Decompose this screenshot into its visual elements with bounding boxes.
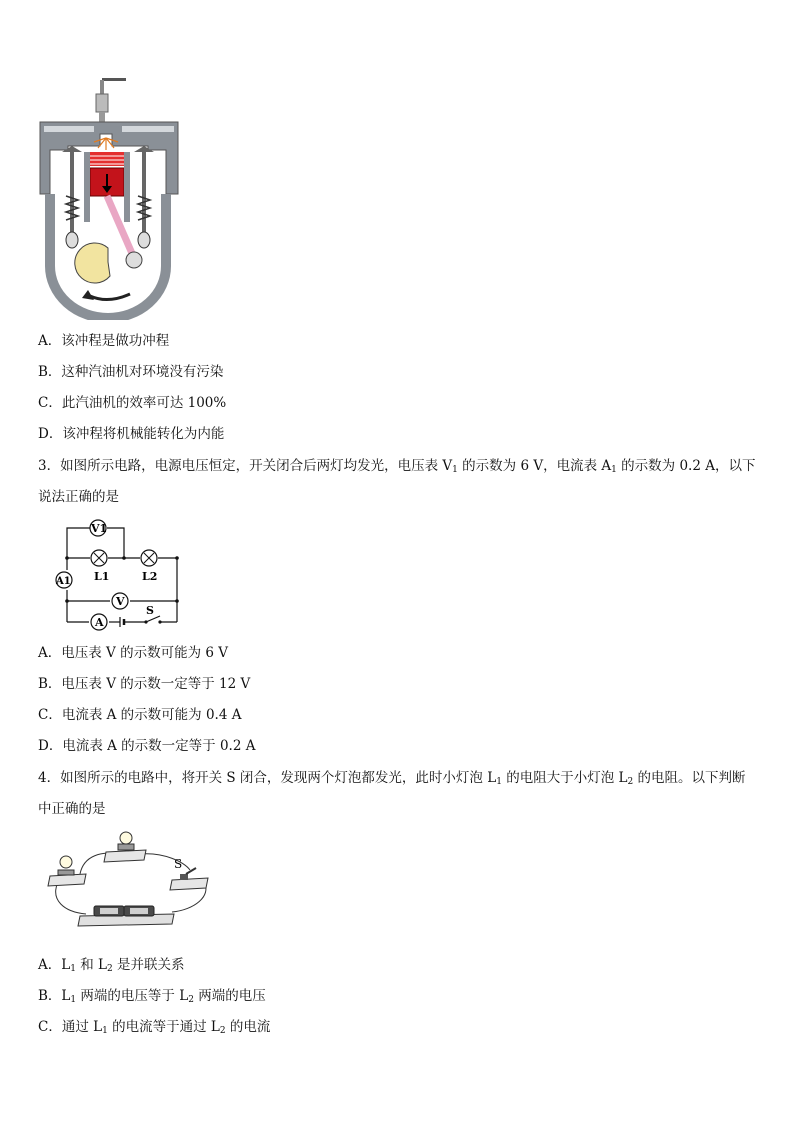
q3-v-label: V [116,595,125,608]
q2-option-b: B．这种汽油机对环境没有污染 [38,364,224,380]
q4-stem-line1: 4．如图所示的电路中，将开关 S 闭合，发现两个灯泡都发光，此时小灯泡 $L_1$ 的电阻大于小灯泡 $L_2$ 的电阻。以下判断 [38,770,746,787]
q3-l1-label: L1 [94,570,110,583]
q4-stem-line2: 中正确的是 [38,801,106,817]
q3-v1-label: V1 [91,522,108,535]
q2-option-a: A．该冲程是做功冲程 [38,333,170,349]
engine-stroke-diagram [38,76,188,320]
q3-option-d: D．电流表 A 的示数一定等于 0.2 A [38,738,256,754]
q3-circuit-diagram [50,518,190,634]
q4-option-c: C．通过 $L_1$ 的电流等于通过 $L_2$ 的电流 [38,1019,271,1036]
q4-option-b: B．$L_1$ 两端的电压等于 $L_2$ 两端的电压 [38,988,266,1005]
q3-s-label: S [146,604,154,617]
q4-circuit-photo-diagram [44,830,220,930]
q4-option-a: A．$L_1$ 和 $L_2$ 是并联关系 [38,957,185,974]
q3-option-c: C．电流表 A 的示数可能为 0.4 A [38,707,242,723]
q3-stem-line2: 说法正确的是 [38,489,119,505]
q3-a1-label: A1 [56,576,71,587]
q3-a-label: A [95,616,104,629]
q3-option-b: B．电压表 V 的示数一定等于 12 V [38,676,251,692]
q2-option-d: D．该冲程将机械能转化为内能 [38,426,225,442]
q4-s-label: S [174,857,183,871]
q3-stem-line1: 3．如图所示电路，电源电压恒定，开关闭合后两灯均发光，电压表 $V_1$ 的示数为 6 V，电流表 $A_1$ 的示数为 0.2 A，以下 [38,458,756,475]
q3-option-a: A．电压表 V 的示数可能为 6 V [38,645,229,661]
q3-l2-label: L2 [142,570,158,583]
q2-option-c: C．此汽油机的效率可达 100% [38,395,227,411]
